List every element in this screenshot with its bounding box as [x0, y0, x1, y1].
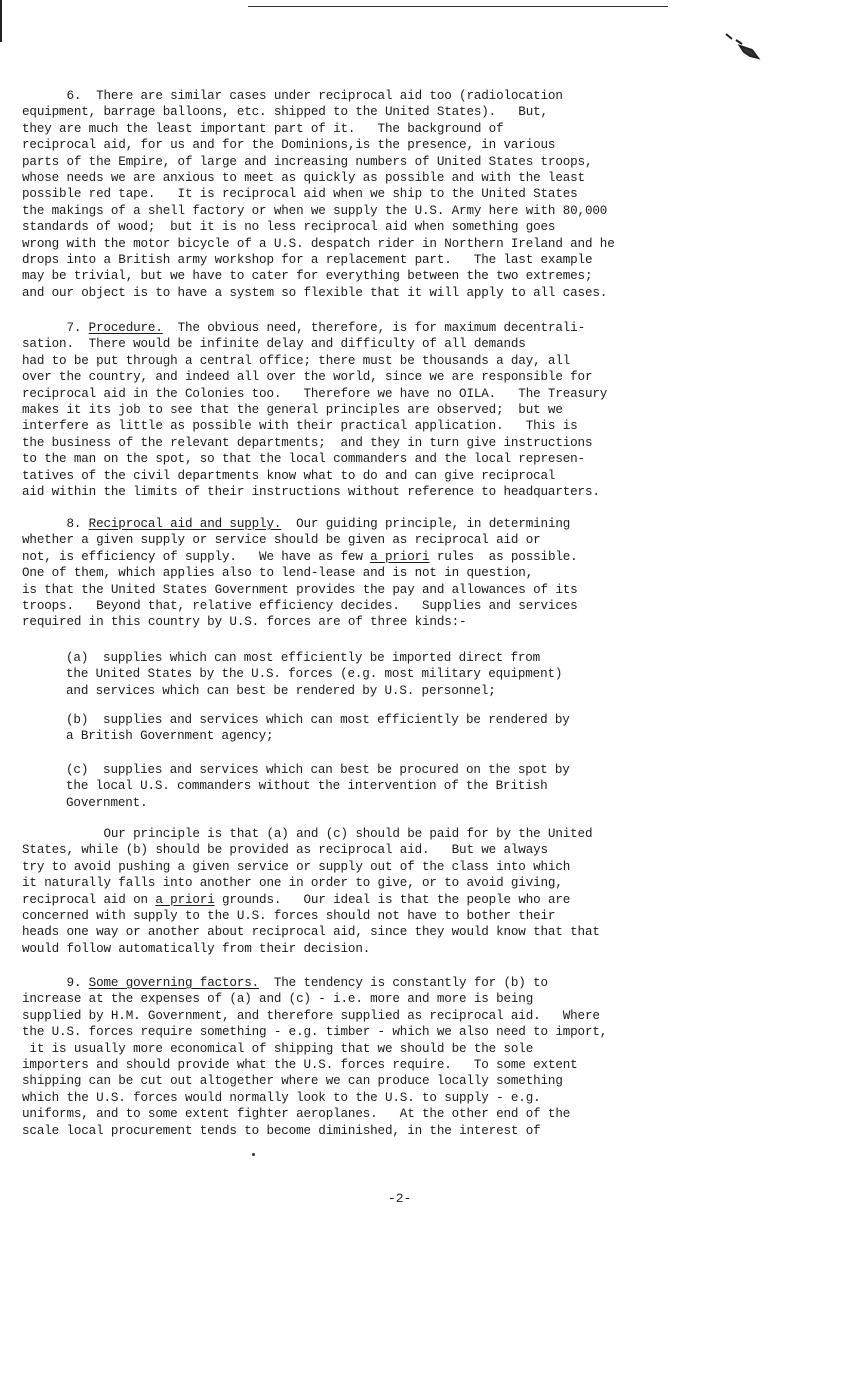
text-line: aid within the limits of their instructions without reference to headquarters. — [22, 484, 600, 499]
text-line: Our principle is that (a) and (c) should be paid for by the United — [22, 827, 593, 841]
text-line: whose needs we are anxious to meet as quickly as possible and with the least — [22, 170, 585, 185]
text-line: Government. — [66, 795, 148, 810]
paragraph-8-item-b — [66, 712, 716, 745]
text-line: over the country, and indeed all over the world, since we are responsible for — [22, 370, 593, 385]
text-line: would follow automatically from their decision. — [22, 941, 371, 956]
text-line: importers and should provide what the U.S. forces require. To some extent — [22, 1057, 578, 1072]
paragraph-6 — [22, 88, 672, 301]
text-line: troops. Beyond that, relative efficiency decides. Supplies and services — [22, 598, 578, 613]
text-line: (b) supplies and services which can most efficiently be rendered by — [66, 713, 570, 727]
text-line: shipping can be cut out altogether where we can produce locally something — [22, 1074, 563, 1089]
text-line: the business of the relevant departments; and they in turn give instructions — [22, 435, 593, 450]
text-line: standards of wood; but it is no less reciprocal aid when something goes — [22, 220, 556, 235]
text-line: reciprocal aid, for us and for the Dominions,is the presence, in various — [22, 138, 556, 153]
text-line: reciprocal aid in the Colonies too. Therefore we have no OILA. The Treasury — [22, 386, 608, 401]
text-line: and services which can best be rendered by U.S. personnel; — [66, 683, 496, 698]
text-line: wrong with the motor bicycle of a U.S. despatch rider in Northern Ireland and he — [22, 236, 615, 251]
text-line: States, while (b) should be provided as reciprocal aid. But we always — [22, 843, 548, 858]
text-line: had to be put through a central office; there must be thousands a day, all — [22, 353, 571, 368]
text-line: they are much the least important part of it. The background of — [22, 121, 504, 136]
text-line: is that the United States Government provides the pay and allowances of its — [22, 582, 578, 597]
text-line: 8. Reciprocal aid and supply. Our guiding principle, in determining — [22, 517, 571, 531]
paragraph-8-item-a — [66, 650, 716, 699]
text-line: increase at the expenses of (a) and (c) - i.e. more and more is being — [22, 992, 534, 1007]
text-line: the U.S. forces require something - e.g. timber - which we also need to import, — [22, 1025, 608, 1040]
text-line: sation. There would be infinite delay and difficulty of all demands — [22, 337, 526, 352]
text-line: uniforms, and to some extent fighter aeroplanes. At the other end of the — [22, 1107, 571, 1122]
text-line: (c) supplies and services which can best be procured on the spot by — [66, 763, 570, 777]
text-line: the makings of a shell factory or when we supply the U.S. Army here with 80,000 — [22, 203, 608, 218]
text-line: possible red tape. It is reciprocal aid when we ship to the United States — [22, 187, 578, 202]
text-line: to the man on the spot, so that the local commanders and the local represen- — [22, 452, 585, 467]
text-line: whether a given supply or service should be given as reciprocal aid or — [22, 533, 541, 548]
paragraph-8-item-c — [66, 762, 716, 811]
paragraph-9 — [22, 975, 672, 1139]
text-line: the local U.S. commanders without the intervention of the British — [66, 779, 548, 794]
text-line: required in this country by U.S. forces are of three kinds:- — [22, 615, 467, 630]
text-line: a British Government agency; — [66, 729, 274, 744]
text-line: supplied by H.M. Government, and therefore supplied as reciprocal aid. Where — [22, 1008, 600, 1023]
text-line: not, is efficiency of supply. We have as few a priori rules as possible. — [22, 549, 578, 564]
text-line: concerned with supply to the U.S. forces should not have to bother their — [22, 908, 556, 923]
text-line: it naturally falls into another one in order to give, or to avoid giving, — [22, 876, 563, 891]
text-line: (a) supplies which can most efficiently be imported direct from — [66, 651, 541, 665]
text-line: makes it its job to see that the general principles are observed; but we — [22, 402, 563, 417]
paragraph-7 — [22, 320, 672, 500]
text-line: reciprocal aid on a priori grounds. Our ideal is that the people who are — [22, 892, 571, 907]
text-line: 6. There are similar cases under reciprocal aid too (radiolocation — [22, 89, 563, 103]
text-line: it is usually more economical of shipping that we should be the sole — [22, 1041, 534, 1056]
stray-dot — [252, 1153, 255, 1156]
text-line: heads one way or another about reciprocal aid, since they would know that that — [22, 925, 600, 940]
text-line: may be trivial, but we have to cater for everything between the two extremes; — [22, 269, 593, 284]
text-line: try to avoid pushing a given service or supply out of the class into which — [22, 859, 571, 874]
text-line: drops into a British army workshop for a replacement part. The last example — [22, 252, 593, 267]
text-line: the United States by the U.S. forces (e.g. most military equipment) — [66, 667, 563, 682]
text-line: interfere as little as possible with their practical application. This is — [22, 419, 578, 434]
top-rule — [248, 6, 668, 7]
text-line: 7. Procedure. The obvious need, therefore, is for maximum decentrali- — [22, 321, 585, 335]
text-line: One of them, which applies also to lend-lease and is not in question, — [22, 566, 534, 581]
text-line: equipment, barrage balloons, etc. shipped to the United States). But, — [22, 105, 548, 120]
ink-smudge-icon — [722, 30, 762, 64]
page-number: -2- — [388, 1191, 412, 1206]
text-line: and our object is to have a system so flexible that it will apply to all cases. — [22, 285, 608, 300]
text-line: parts of the Empire, of large and increasing numbers of United States troops, — [22, 154, 593, 169]
text-line: which the U.S. forces would normally look to the U.S. to supply - e.g. — [22, 1090, 541, 1105]
text-line: scale local procurement tends to become diminished, in the interest of — [22, 1123, 541, 1138]
text-line: tatives of the civil departments know what to do and can give reciprocal — [22, 468, 556, 483]
left-edge-mark — [0, 0, 2, 42]
text-line: 9. Some governing factors. The tendency is constantly for (b) to — [22, 976, 548, 990]
paragraph-8 — [22, 516, 672, 631]
paragraph-8-principle — [22, 826, 672, 957]
